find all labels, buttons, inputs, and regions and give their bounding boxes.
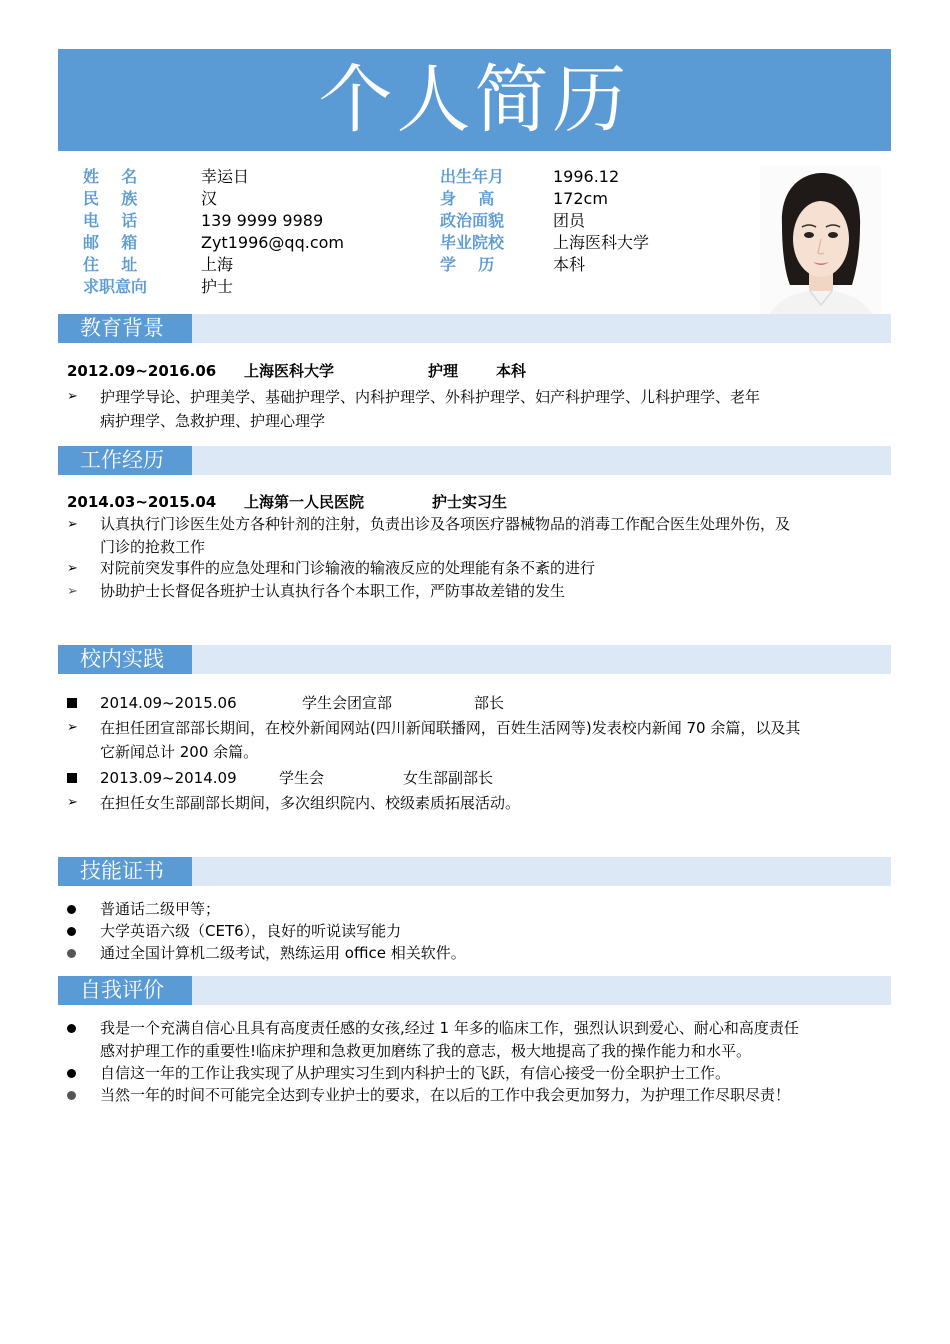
- info-row-degree: [440, 254, 740, 276]
- info-value: 上海医科大学: [553, 233, 650, 252]
- dot-bullet-icon: [67, 1062, 87, 1086]
- arrow-bullet-icon: ➢: [67, 389, 78, 404]
- arrow-bullet-icon: ➢: [67, 584, 78, 599]
- education-courses: [67, 385, 887, 433]
- info-value: 139 9999 9989: [201, 211, 324, 230]
- info-label: 身 高: [440, 189, 495, 208]
- info-label: 学 历: [440, 255, 495, 274]
- info-value: Zyt1996@qq.com: [201, 233, 344, 252]
- self-line: 我是一个充满自信心且具有高度责任感的女孩,经过 1 年多的临床工作，强烈认识到爱心、耐心和高度责任: [100, 1019, 799, 1037]
- campus-org: 学生会团宣部: [302, 694, 393, 712]
- info-row-school: [440, 232, 740, 254]
- info-value: 汉: [201, 189, 218, 208]
- campus-detail: [67, 791, 887, 815]
- info-row-address: [83, 254, 413, 276]
- campus-entry: [67, 691, 887, 715]
- work-role: 护士实习生: [432, 493, 508, 511]
- self-item: [67, 1062, 887, 1085]
- section-education-header: [58, 314, 891, 343]
- courses-line: 病护理学、急救护理、护理心理学: [100, 412, 326, 430]
- info-value: 1996.12: [553, 167, 620, 186]
- info-value: 上海: [201, 255, 234, 274]
- portrait-image: [760, 165, 881, 329]
- info-label: 民 族: [83, 189, 138, 208]
- info-label: 政治面貌: [440, 211, 505, 230]
- info-row-objective: [83, 276, 413, 298]
- info-label: 毕业院校: [440, 233, 505, 252]
- dot-bullet-icon: [67, 942, 87, 966]
- dot-bullet-icon: [67, 1017, 87, 1041]
- self-line: 感对护理工作的重要性!临床护理和急救更加磨练了我的意志，极大地提高了我的操作能力和水平。: [100, 1042, 752, 1060]
- info-value: 护士: [201, 277, 234, 296]
- work-item-line: 协助护士长督促各班护士认真执行各个本职工作，严防事故差错的发生: [100, 582, 566, 600]
- section-title: 技能证书: [58, 857, 192, 886]
- dot-bullet-icon: [67, 1084, 87, 1108]
- courses-line: 护理学导论、护理美学、基础护理学、内科护理学、外科护理学、妇产科护理学、儿科护理学、老年: [100, 388, 761, 406]
- info-label: 姓 名: [83, 167, 138, 186]
- info-label: 电 话: [83, 211, 138, 230]
- section-title: 校内实践: [58, 645, 192, 674]
- section-campus-header: [58, 645, 891, 674]
- campus-org: 学生会: [279, 769, 325, 787]
- info-row-email: [83, 232, 413, 254]
- campus-detail-line: 在担任女生部副部长期间，多次组织院内、校级素质拓展活动。: [100, 794, 521, 812]
- self-item: [67, 1017, 887, 1063]
- info-row-birth: [440, 166, 740, 188]
- info-row-height: [440, 188, 740, 210]
- arrow-bullet-icon: ➢: [67, 561, 78, 576]
- campus-entry: [67, 766, 887, 790]
- skill-item: [67, 942, 887, 965]
- education-major: 护理: [428, 362, 459, 380]
- work-item-line: 对院前突发事件的应急处理和门诊输液的输液反应的处理能有条不紊的进行: [100, 559, 596, 577]
- resume-title: 个人简历: [58, 49, 891, 151]
- campus-period: 2014.09~2015.06: [100, 694, 237, 712]
- work-item: [67, 557, 887, 580]
- info-label: 求职意向: [83, 277, 148, 296]
- arrow-bullet-icon: ➢: [67, 517, 78, 532]
- self-item: [67, 1084, 887, 1107]
- skill-text: 大学英语六级（CET6），良好的听说读写能力: [100, 922, 402, 940]
- campus-role: 部长: [474, 694, 505, 712]
- arrow-bullet-icon: ➢: [67, 795, 78, 810]
- education-school: 上海医科大学: [244, 362, 335, 380]
- info-label: 邮 箱: [83, 233, 138, 252]
- skill-text: 普通话二级甲等；: [100, 900, 221, 918]
- personal-info-right: [440, 166, 740, 276]
- info-row-political: [440, 210, 740, 232]
- education-summary: [67, 360, 887, 382]
- skill-text: 通过全国计算机二级考试，熟练运用 office 相关软件。: [100, 944, 466, 962]
- education-period: 2012.09~2016.06: [67, 362, 217, 380]
- section-title: 工作经历: [58, 446, 192, 475]
- skill-item: [67, 898, 887, 921]
- work-period: 2014.03~2015.04: [67, 493, 217, 511]
- info-value: 172cm: [553, 189, 608, 208]
- info-value: 幸运日: [201, 167, 250, 186]
- self-line: 当然一年的时间不可能完全达到专业护士的要求，在以后的工作中我会更加努力，为护理工作尽职尽责！: [100, 1086, 791, 1104]
- work-item: [67, 580, 887, 603]
- info-row-name: [83, 166, 413, 188]
- self-line: 自信这一年的工作让我实现了从护理实习生到内科护士的飞跃，有信心接受一份全职护士工作。: [100, 1064, 731, 1082]
- education-degree: 本科: [496, 362, 527, 380]
- work-summary: [67, 491, 887, 513]
- section-title: 自我评价: [58, 976, 192, 1005]
- info-value: 团员: [553, 211, 586, 230]
- work-item-line: 认真执行门诊医生处方各种针剂的注射，负责出诊及各项医疗器械物品的消毒工作配合医生处理外伤，及: [100, 515, 791, 533]
- section-work-header: [58, 446, 891, 475]
- work-org: 上海第一人民医院: [244, 493, 365, 511]
- campus-detail-line: 在担任团宣部部长期间，在校外新闻网站(四川新闻联播网，百姓生活网等)发表校内新闻 70 余篇，以及其: [100, 719, 801, 737]
- section-self-header: [58, 976, 891, 1005]
- info-row-phone: [83, 210, 413, 232]
- info-label: 出生年月: [440, 167, 505, 186]
- dot-bullet-icon: [67, 920, 87, 944]
- section-title: 教育背景: [58, 314, 192, 343]
- campus-detail-line: 它新闻总计 200 余篇。: [100, 743, 259, 761]
- skill-item: [67, 920, 887, 943]
- info-row-ethnicity: [83, 188, 413, 210]
- section-skills-header: [58, 857, 891, 886]
- info-value: 本科: [553, 255, 586, 274]
- work-item-line: 门诊的抢救工作: [100, 538, 206, 556]
- personal-info-left: [83, 166, 413, 298]
- square-bullet-icon: [67, 691, 87, 717]
- info-label: 住 址: [83, 255, 138, 274]
- arrow-bullet-icon: ➢: [67, 720, 78, 735]
- campus-role: 女生部副部长: [403, 769, 494, 787]
- work-item: [67, 513, 887, 559]
- profile-photo: [760, 165, 881, 329]
- campus-period: 2013.09~2014.09: [100, 769, 237, 787]
- dot-bullet-icon: [67, 898, 87, 922]
- campus-detail: [67, 716, 887, 764]
- square-bullet-icon: [67, 766, 87, 792]
